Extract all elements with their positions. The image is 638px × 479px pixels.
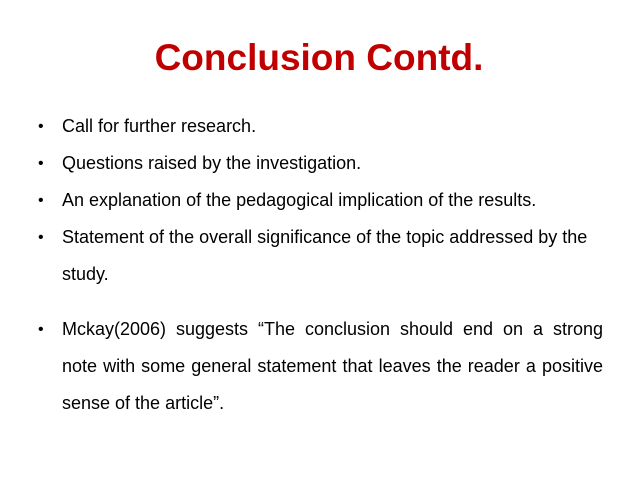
bullet-text: Statement of the overall significance of the topic addressed by the study. bbox=[62, 227, 588, 284]
bullet-text: Mckay(2006) suggests “The conclusion should end on a strong note with some general statement that leaves the reader a positive sense of the article”. bbox=[62, 319, 603, 413]
bullet-text: Call for further research. bbox=[62, 116, 257, 136]
bullet-item-overall-significance bbox=[38, 219, 603, 293]
bullet-item-mckay-quote bbox=[38, 311, 603, 422]
bullet-dot-icon: • bbox=[38, 118, 44, 135]
slide-title: Conclusion Contd. bbox=[154, 37, 484, 78]
bullet-item-further-research bbox=[38, 108, 603, 145]
bullet-dot-icon: • bbox=[38, 229, 44, 246]
bullet-dot-icon: • bbox=[38, 155, 44, 172]
bullet-dot-icon: • bbox=[38, 321, 44, 338]
bullet-item-pedagogical-implication bbox=[38, 182, 603, 219]
bullet-item-questions bbox=[38, 145, 603, 182]
bullet-text: An explanation of the pedagogical implication of the results. bbox=[62, 190, 537, 210]
bullet-dot-icon: • bbox=[38, 192, 44, 209]
bullet-text: Questions raised by the investigation. bbox=[62, 153, 362, 173]
bullet-list bbox=[38, 108, 603, 422]
